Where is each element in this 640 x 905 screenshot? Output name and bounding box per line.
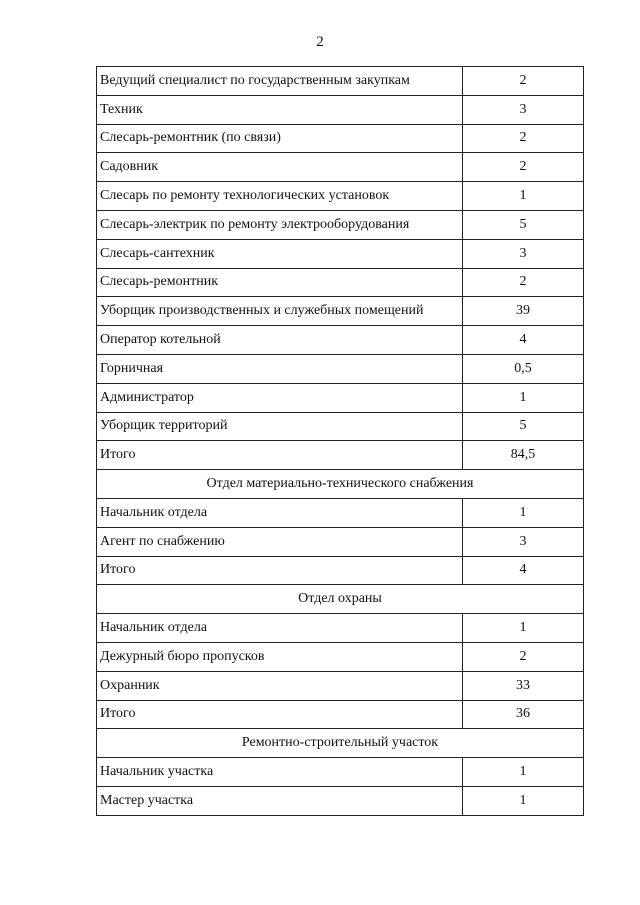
table-row [97, 614, 584, 643]
position-name-cell: Итого [97, 556, 463, 585]
position-name-cell: Охранник [97, 671, 463, 700]
staff-count-cell: 1 [463, 182, 584, 211]
staff-count-cell: 36 [463, 700, 584, 729]
table-row [97, 527, 584, 556]
staff-count-cell: 2 [463, 153, 584, 182]
table-row [97, 239, 584, 268]
table-row [97, 95, 584, 124]
position-name-cell: Агент по снабжению [97, 527, 463, 556]
staff-count-cell: 4 [463, 326, 584, 355]
position-name-cell: Начальник отдела [97, 498, 463, 527]
position-name-cell: Слесарь-сантехник [97, 239, 463, 268]
staff-count-cell: 3 [463, 95, 584, 124]
position-name-cell: Оператор котельной [97, 326, 463, 355]
staff-count-cell: 1 [463, 498, 584, 527]
staff-count-cell: 0,5 [463, 354, 584, 383]
table-row [97, 182, 584, 211]
staff-count-cell: 2 [463, 124, 584, 153]
table-row [97, 326, 584, 355]
staff-count-cell: 3 [463, 239, 584, 268]
section-header-row [97, 470, 584, 499]
position-name-cell: Итого [97, 700, 463, 729]
table-row [97, 268, 584, 297]
section-title: Ремонтно-строительный участок [97, 729, 584, 758]
table-row [97, 556, 584, 585]
table-row [97, 124, 584, 153]
section-title: Отдел охраны [97, 585, 584, 614]
position-name-cell: Ведущий специалист по государственным закупкам [97, 67, 463, 96]
position-name-cell: Итого [97, 441, 463, 470]
staff-count-cell: 2 [463, 268, 584, 297]
staff-count-cell: 1 [463, 383, 584, 412]
table-row [97, 758, 584, 787]
position-name-cell: Дежурный бюро пропусков [97, 642, 463, 671]
staff-count-cell: 33 [463, 671, 584, 700]
position-name-cell: Слесарь-ремонтник [97, 268, 463, 297]
staff-count-cell: 4 [463, 556, 584, 585]
position-name-cell: Слесарь-ремонтник (по связи) [97, 124, 463, 153]
table-row [97, 441, 584, 470]
position-name-cell: Слесарь-электрик по ремонту электрооборудования [97, 210, 463, 239]
position-name-cell: Мастер участка [97, 786, 463, 815]
table-row [97, 383, 584, 412]
position-name-cell: Слесарь по ремонту технологических установок [97, 182, 463, 211]
staff-count-cell: 5 [463, 210, 584, 239]
position-name-cell: Начальник отдела [97, 614, 463, 643]
staff-count-cell: 2 [463, 642, 584, 671]
staff-count-cell: 1 [463, 758, 584, 787]
table-row [97, 498, 584, 527]
table-row [97, 210, 584, 239]
position-name-cell: Уборщик территорий [97, 412, 463, 441]
table-row [97, 297, 584, 326]
section-header-row [97, 585, 584, 614]
table-row [97, 786, 584, 815]
staff-count-cell: 39 [463, 297, 584, 326]
position-name-cell: Администратор [97, 383, 463, 412]
page-number: 2 [316, 34, 324, 50]
position-name-cell: Садовник [97, 153, 463, 182]
table-row [97, 671, 584, 700]
table-row [97, 412, 584, 441]
position-name-cell: Техник [97, 95, 463, 124]
position-name-cell: Начальник участка [97, 758, 463, 787]
table-row [97, 67, 584, 96]
staff-count-cell: 5 [463, 412, 584, 441]
section-header-row [97, 729, 584, 758]
section-title: Отдел материально-технического снабжения [97, 470, 584, 499]
position-name-cell: Уборщик производственных и служебных помещений [97, 297, 463, 326]
position-name-cell: Горничная [97, 354, 463, 383]
table-row [97, 700, 584, 729]
table-row [97, 153, 584, 182]
staff-count-cell: 1 [463, 614, 584, 643]
staff-count-cell: 84,5 [463, 441, 584, 470]
table-row [97, 642, 584, 671]
staff-count-cell: 2 [463, 67, 584, 96]
staff-count-cell: 1 [463, 786, 584, 815]
staff-table [96, 66, 584, 816]
staff-table-body [97, 67, 584, 816]
table-row [97, 354, 584, 383]
staff-count-cell: 3 [463, 527, 584, 556]
